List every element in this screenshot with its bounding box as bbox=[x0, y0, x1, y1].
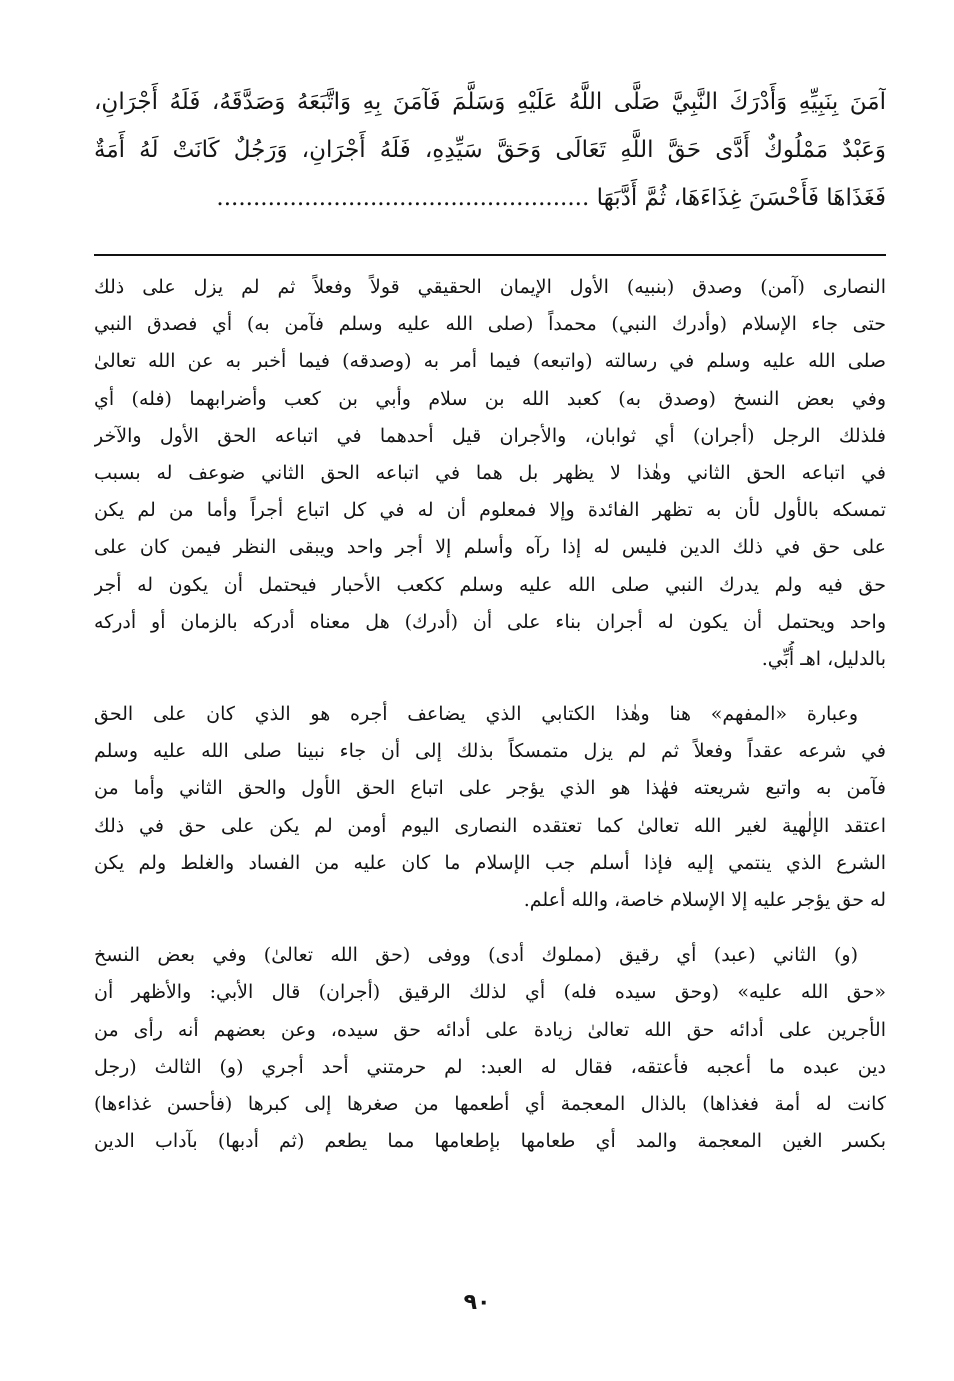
commentary-line: «حق الله عليه» (وحق سيده فله) أي لذلك الرقيق (أجران) قال الأبي: والأظهر أن bbox=[94, 981, 886, 1004]
commentary-line: حق فيه ولم يدرك النبي صلى الله عليه وسلم ككعب الأحبار فيحتمل أن يكون له أجر bbox=[94, 573, 886, 596]
commentary-paragraph bbox=[94, 937, 886, 1160]
commentary-line: وعبارة «المفهم» هنا وهٰذا الكتابي الذي يضاعف أجره هو الذي كان على الحق bbox=[94, 703, 858, 726]
commentary-line: الأجرين على أدائه حق الله تعالىٰ زيادة على أدائه حق سيده، وعن بعضهم أنه رأى من bbox=[94, 1018, 886, 1041]
commentary bbox=[94, 269, 886, 1178]
commentary-line: على حق في ذلك الدين فليس له إذا رآه وأسلم إلا أجر واحد ويبقى النظر فيمن كان على bbox=[94, 536, 886, 559]
commentary-line: في اتباعه الحق الثاني وهٰذا لا يظهر بل هما في اتباعه الحق الثاني ضوعف له بسبب bbox=[94, 461, 886, 484]
commentary-paragraph bbox=[94, 269, 886, 678]
commentary-line: كانت له أمة فغذاها) بالذال المعجمة أي أطعمها من صغرها إلى كبرها (فأحسن غذاءها) bbox=[94, 1092, 886, 1115]
commentary-line: واحد ويحتمل أن يكون له أجران بناء على أن (أدرك) هل معناه أدركه بالزمان أو أدركه bbox=[94, 610, 886, 633]
commentary-line: (و) الثاني (عبد) أي رقيق (مملوك أدى) ووفى (حق الله تعالىٰ) وفي بعض النسخ bbox=[94, 944, 858, 967]
commentary-line: بالدليل، اهـ أُبِّي. bbox=[761, 647, 886, 670]
hadith-line: وَعَبْدٌ مَمْلُوكٌ أَدَّى حَقَّ اللَّهِ تَعَالَى وَحَقَّ سَيِّدِهِ، فَلَهُ أَجْرَانِ، وَرَجُلٌ كَانَتْ لَهُ أَمَةٌ bbox=[94, 137, 886, 163]
hadith-line bbox=[94, 174, 886, 222]
commentary-line: الشرع الذي ينتمي إليه فإذا أسلم جب الإسلام ما كان عليه من الفساد والغلط ولم يكن bbox=[94, 851, 886, 874]
commentary-line: اعتقد الإلٰهية لغير الله تعالىٰ كما تعتقده النصارى اليوم أومن لم يكن على حق في ذلك bbox=[94, 814, 886, 837]
commentary-line: وفي بعض النسخ (وصدق به) كعبد الله بن سلام وأبي بن كعب وأضرابهما (فله) أي bbox=[94, 387, 886, 410]
commentary-line: بكسر الغين المعجمة والمد أي طعامها بإطعامها مما يطعم (ثم أدبها) بآداب الدين bbox=[94, 1130, 886, 1153]
commentary-line: النصارى (آمن) وصدق (بنبيه) الأول الإيمان الحقيقي قولاً وفعلاً ثم لم يزل على ذلك bbox=[94, 276, 886, 298]
commentary-line: فآمن به واتبع شريعته فهٰذا هو الذي يؤجر على اتباع الحق الأول والحق الثاني وأما من bbox=[94, 777, 886, 800]
commentary-line: صلى الله عليه وسلم في رسالته (واتبعه) فيما أمر به (وصدقه) فيما أخبر به عن الله تعالىٰ bbox=[94, 350, 886, 373]
page-number: ٩٠ bbox=[463, 1290, 491, 1315]
hadith-line: آمَنَ بِنَبِيِّهِ وَأَدْرَكَ النَّبِيَّ صَلَّى اللَّهُ عَلَيْهِ وَسَلَّمَ فَآمَنَ بِهِ وَاتَّبَعَهُ وَصَدَّقَهُ، فَلَهُ أَجْرَانِ، bbox=[94, 89, 886, 115]
hadith-text bbox=[94, 78, 886, 222]
footnote-divider bbox=[94, 254, 886, 256]
commentary-line: دين عبده ما أعجبه فأعتقه، فقال له العبد: لم حرمتني أحد أجري (و) الثالث (رجل bbox=[94, 1055, 886, 1078]
ellipsis-dots: ................................................... bbox=[216, 185, 590, 211]
commentary-line: تمسكه بالأول لأن به تظهر الفائدة وإلا فمعلوم أن له في كل اتباع أجراً وأما من لم يكن bbox=[94, 499, 886, 522]
commentary-line: في شرعه عقداً وفعلاً ثم لم يزل متمسكاً بذلك إلى أن جاء نبينا صلى الله عليه وسلم bbox=[94, 740, 886, 763]
commentary-line: له حق يؤجر عليه إلا الإسلام خاصة، والله أعلم. bbox=[523, 889, 886, 911]
hadith-line-text: فَغَذَاهَا فَأَحْسَنَ غِذَاءَهَا، ثُمَّ أَدَّبَهَا bbox=[596, 185, 886, 211]
commentary-paragraph bbox=[94, 696, 886, 919]
commentary-line: فلذلك الرجل (أجران) أي ثوابان، والأجران قيل أحدهما في اتباعه الحق الأول والآخر bbox=[94, 424, 886, 447]
commentary-line: حتى جاء الإسلام (وأدرك النبي) محمداً (صلى الله عليه وسلم فآمن به) أي فصدق النبي bbox=[94, 313, 886, 336]
